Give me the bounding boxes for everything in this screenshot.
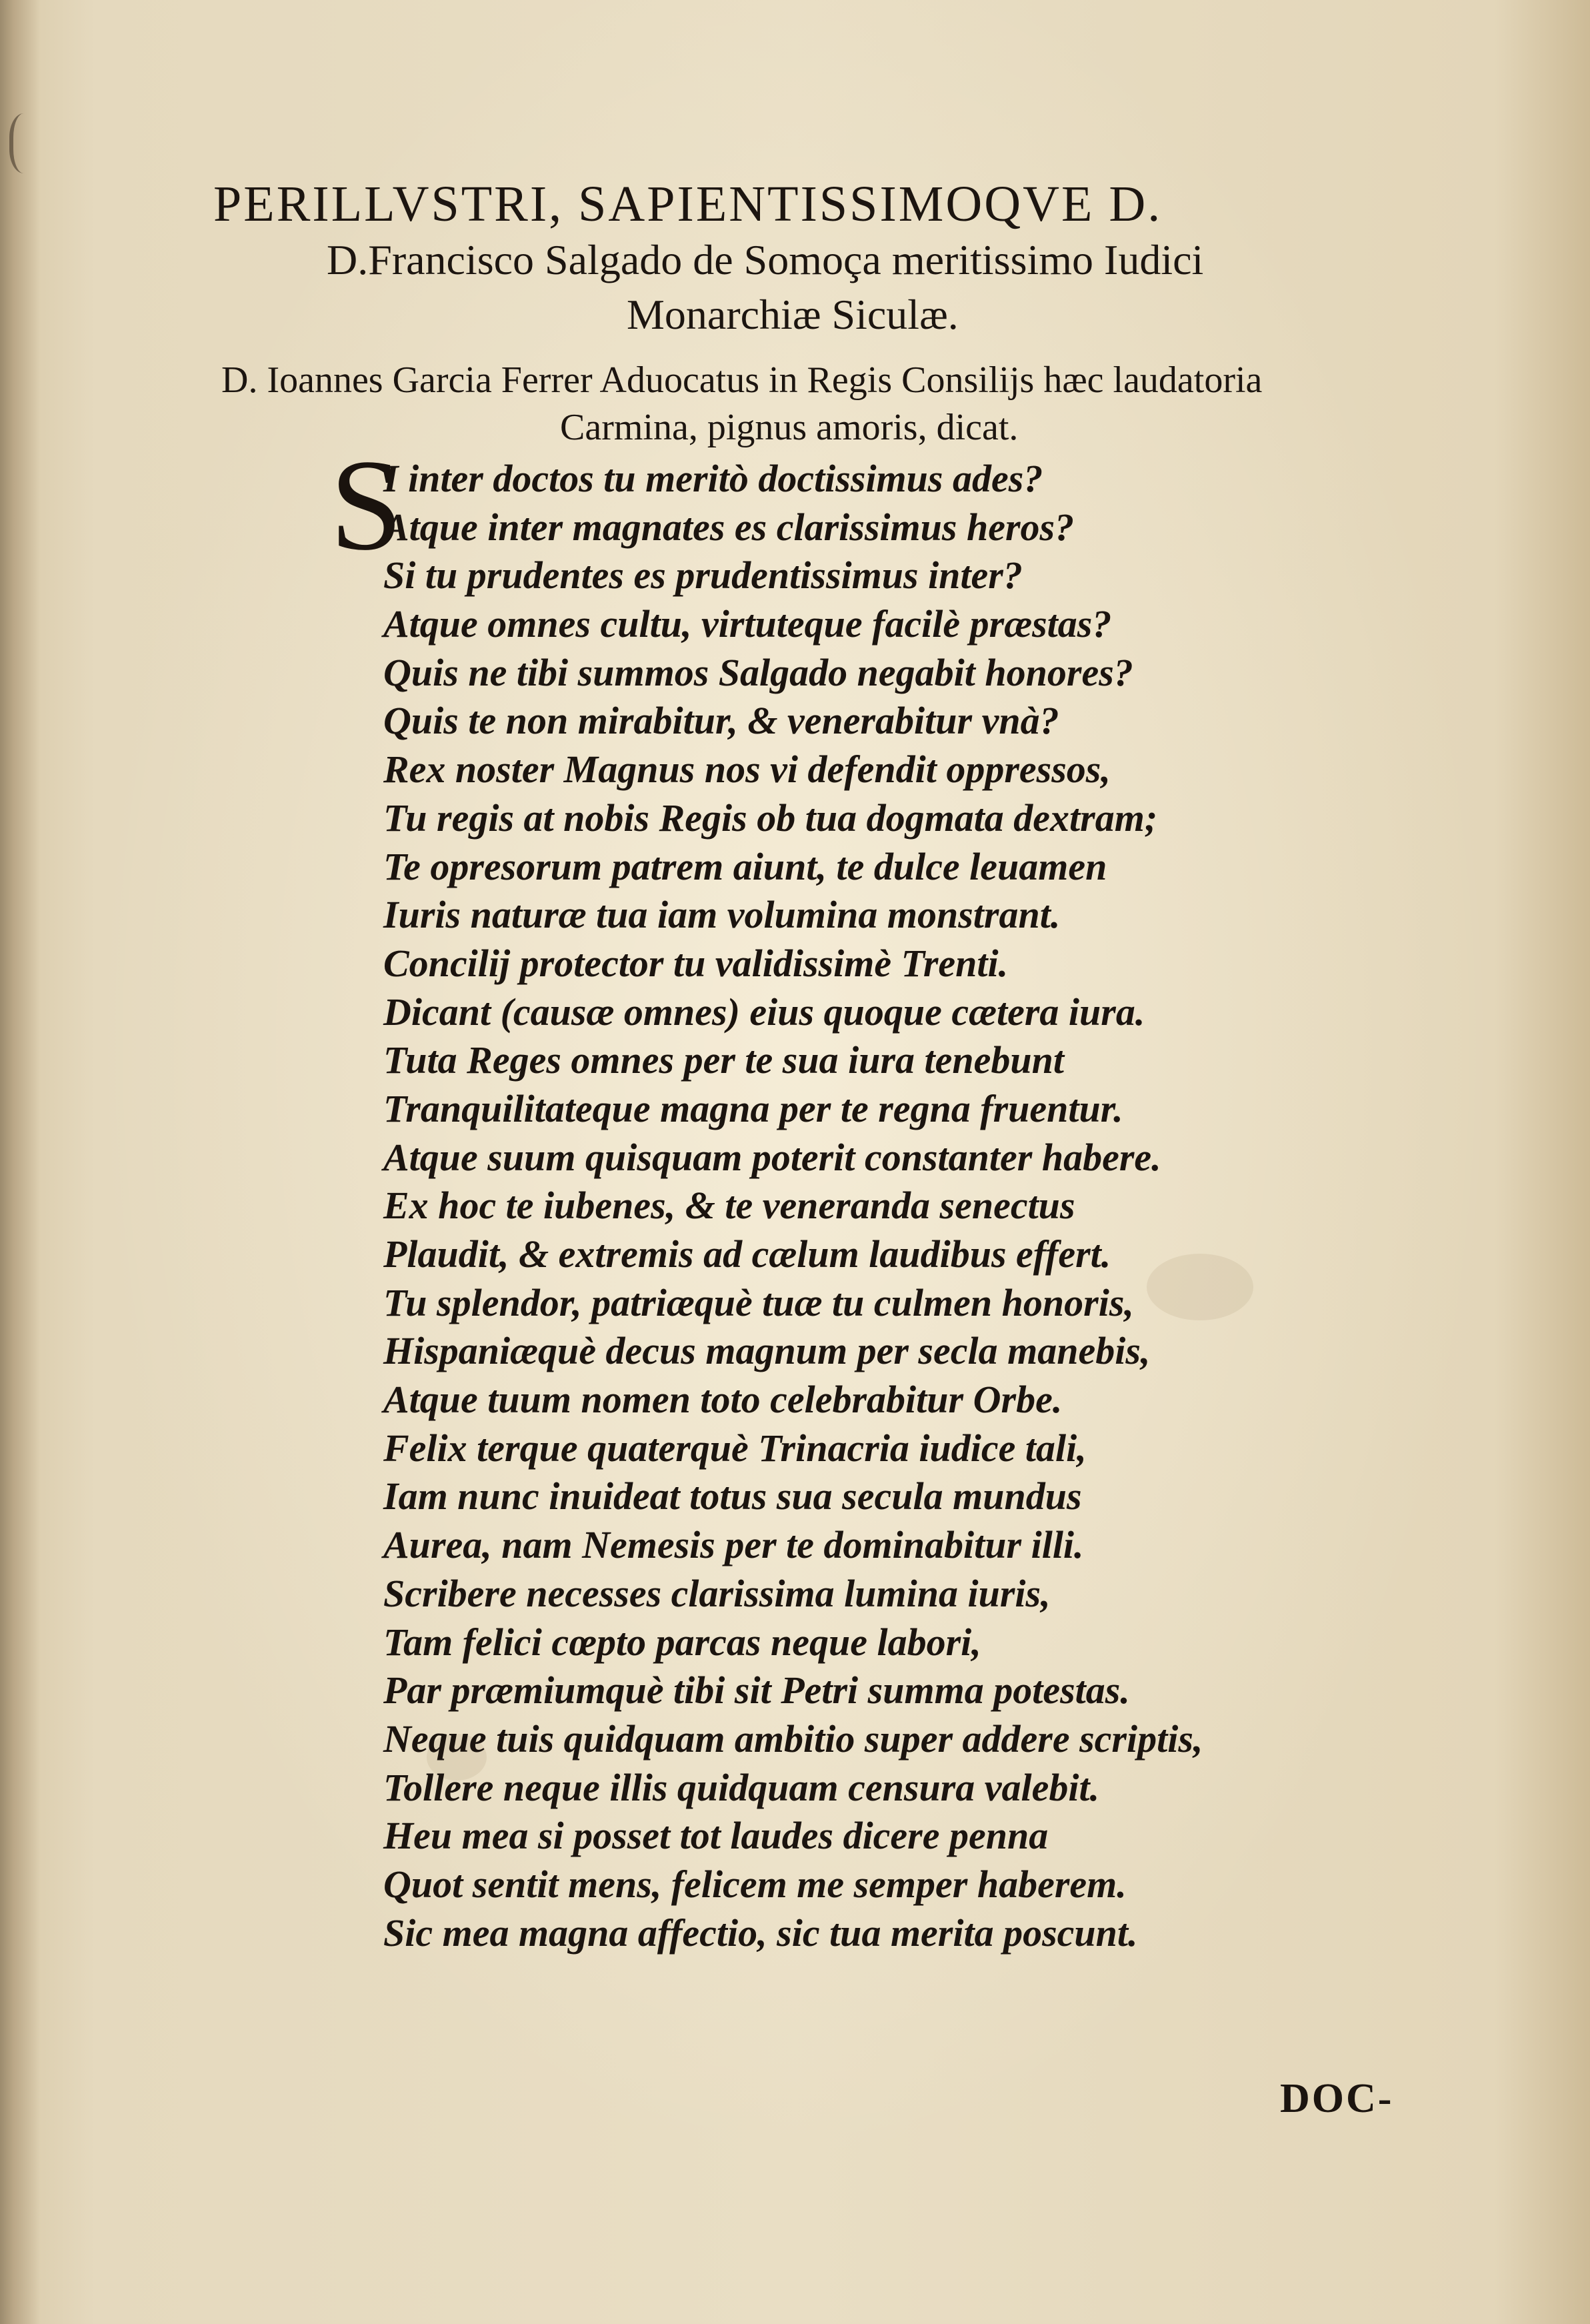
poem-line: Plaudit, & extremis ad cælum laudibus effert. (383, 1232, 1111, 1276)
poem-line: Sic mea magna affectio, sic tua merita poscunt. (383, 1911, 1138, 1955)
poem-line: Neque tuis quidquam ambitio super addere scriptis, (383, 1716, 1203, 1761)
poem-line: Quot sentit mens, felicem me semper haberem. (383, 1862, 1127, 1906)
poem-line: Iam nunc inuideat totus sua secula mundus (383, 1474, 1082, 1518)
poem-line: Tollere neque illis quidquam censura valebit. (383, 1765, 1100, 1809)
poem-line: Atque suum quisquam poterit constanter habere. (383, 1135, 1161, 1179)
title-line-2: D.Francisco Salgado de Somoça meritissimo Iudici (327, 236, 1204, 283)
poem-line: Iuris naturæ tua iam volumina monstrant. (383, 893, 1061, 937)
drop-cap: S (330, 433, 403, 577)
poem-line: Tu splendor, patriæquè tuæ tu culmen honoris, (383, 1280, 1134, 1324)
poem-line: Quis te non mirabitur, & venerabitur vnà? (383, 699, 1059, 743)
poem-line: Si tu prudentes es prudentissimus inter? (383, 553, 1023, 598)
poem-line: Tu regis at nobis Regis ob tua dogmata dextram; (383, 796, 1158, 840)
title-line-3: Monarchiæ Siculæ. (627, 291, 959, 338)
poem-line: Atque tuum nomen toto celebrabitur Orbe. (383, 1378, 1063, 1422)
poem-line: Tranquilitateque magna per te regna fruentur. (383, 1086, 1123, 1130)
title-line-1: PERILLVSTRI, SAPIENTISSIMOQVE D. (213, 176, 1163, 232)
poem-line: Felix terque quaterquè Trinacria iudice tali, (383, 1426, 1087, 1470)
dedication-line-1: D. Ioannes Garcia Ferrer Aduocatus in Regis Consilijs hæc laudatoria (221, 359, 1263, 401)
poem-line: Heu mea si posset tot laudes dicere penna (383, 1814, 1049, 1858)
poem-line: I inter doctos tu meritò doctissimus ades? (383, 457, 1043, 500)
poem-line: Hispaniæquè decus magnum per secla manebis, (383, 1329, 1151, 1373)
poem-line: Par præmiumquè tibi sit Petri summa potestas. (383, 1668, 1130, 1712)
poem-body (383, 455, 1350, 1957)
catchword: DOC- (1280, 2076, 1394, 2121)
poem-line: Rex noster Magnus nos vi defendit oppressos, (383, 748, 1111, 792)
poem-line: Aurea, nam Nemesis per te dominabitur illi. (383, 1523, 1084, 1567)
page-gutter-shadow (0, 0, 40, 2324)
poem-line: Tam felici cœpto parcas neque labori, (383, 1620, 981, 1664)
poem-line: Dicant (causæ omnes) eius quoque cætera iura. (383, 990, 1145, 1034)
poem-line: Concilij protector tu validissimè Trenti. (383, 941, 1009, 985)
dedication-line-2: Carmina, pignus amoris, dicat. (560, 407, 1019, 448)
poem-line: Quis ne tibi summos Salgado negabit honores? (383, 650, 1133, 694)
page-edge-mark (9, 113, 45, 173)
poem-line: Atque inter magnates es clarissimus heros? (383, 505, 1075, 549)
poem-line: Tuta Reges omnes per te sua iura tenebunt (383, 1038, 1065, 1082)
poem-line: Atque omnes cultu, virtuteque facilè præstas? (383, 602, 1112, 646)
poem-line: Ex hoc te iubenes, & te veneranda senectus (383, 1184, 1075, 1228)
poem-line: Te opresorum patrem aiunt, te dulce leuamen (383, 844, 1107, 888)
poem-line: Scribere necesses clarissima lumina iuris, (383, 1571, 1051, 1615)
